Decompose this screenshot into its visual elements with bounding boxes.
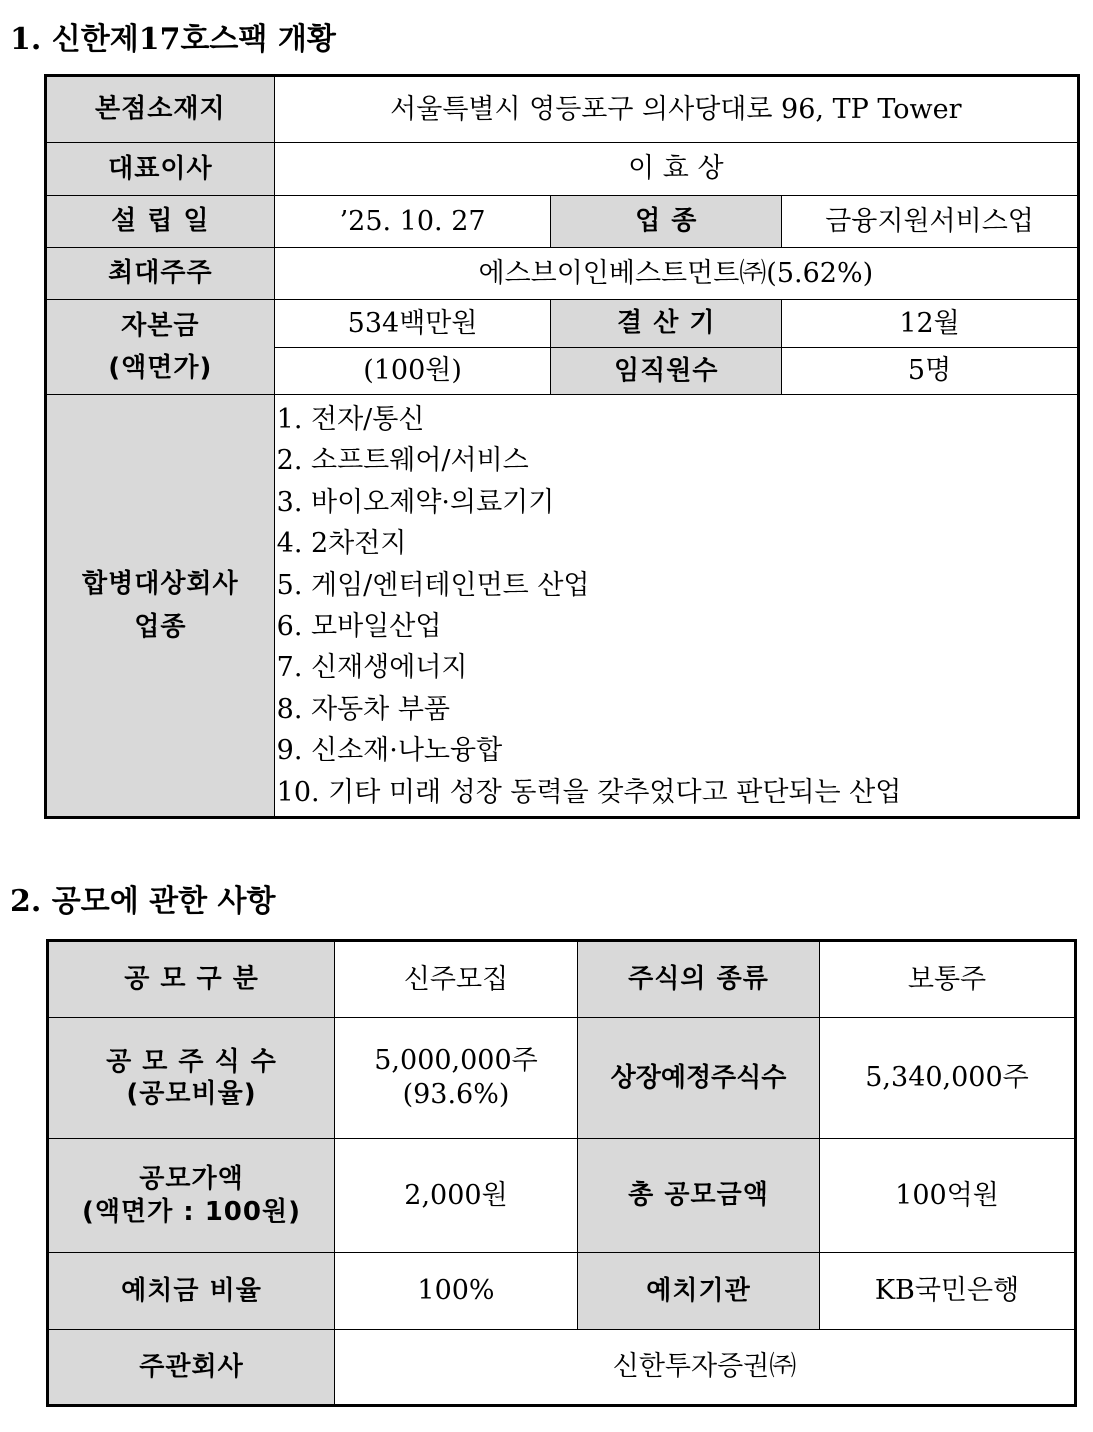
deposit-ratio-value: 100% bbox=[335, 1253, 578, 1330]
merger-industries-list bbox=[274, 395, 1078, 818]
listed-shares-value: 5,340,000주 bbox=[820, 1018, 1076, 1139]
offer-shares-label bbox=[48, 1018, 335, 1139]
capital-label-line1: 자본금 bbox=[121, 310, 200, 341]
deposit-bank-label: 예치기관 bbox=[578, 1253, 820, 1330]
founded-value: ’25. 10. 27 bbox=[274, 196, 551, 248]
hq-label: 본점소재지 bbox=[46, 76, 275, 143]
list-item: 8. 자동차 부품 bbox=[276, 693, 450, 725]
list-item: 10. 기타 미래 성장 동력을 갖추었다고 판단되는 산업 bbox=[276, 776, 902, 808]
employees-value: 5명 bbox=[782, 348, 1079, 395]
offer-type-value: 신주모집 bbox=[335, 941, 578, 1018]
offer-type-label: 공 모 구 분 bbox=[48, 941, 335, 1018]
merger-label-line2: 업종 bbox=[134, 611, 187, 642]
hq-value: 서울특별시 영등포구 의사당대로 96, TP Tower bbox=[274, 76, 1078, 143]
list-item: 6. 모바일산업 bbox=[276, 611, 442, 643]
major-holder-value: 에스브이인베스트먼트㈜(5.62%) bbox=[274, 248, 1078, 300]
capital-value: 534백만원 bbox=[274, 300, 551, 348]
section-1-title: 1. 신한제17호스팩 개황 bbox=[10, 22, 336, 57]
share-type-label: 주식의 종류 bbox=[578, 941, 820, 1018]
par-value: (100원) bbox=[274, 348, 551, 395]
list-item: 2. 소프트웨어/서비스 bbox=[276, 445, 529, 477]
deposit-ratio-label: 예치금 비율 bbox=[48, 1253, 335, 1330]
total-offer-value: 100억원 bbox=[820, 1139, 1076, 1253]
underwriter-value: 신한투자증권㈜ bbox=[335, 1330, 1076, 1406]
underwriter-label: 주관회사 bbox=[48, 1330, 335, 1406]
offer-shares-count: 5,000,000주 bbox=[374, 1045, 538, 1077]
list-item: 7. 신재생에너지 bbox=[276, 652, 468, 684]
major-holder-label: 최대주주 bbox=[46, 248, 275, 300]
deposit-bank-value: KB국민은행 bbox=[820, 1253, 1076, 1330]
offer-shares-ratio: (93.6%) bbox=[402, 1079, 510, 1110]
offer-price-value: 2,000원 bbox=[335, 1139, 578, 1253]
merger-label bbox=[46, 395, 275, 818]
list-item: 3. 바이오제약·의료기기 bbox=[276, 486, 555, 518]
founded-label: 설 립 일 bbox=[46, 196, 275, 248]
list-item: 5. 게임/엔터테인먼트 산업 bbox=[276, 569, 590, 601]
industry-label: 업 종 bbox=[551, 196, 782, 248]
offer-price-label-line2: (액면가 : 100원) bbox=[81, 1196, 301, 1227]
offer-price-label bbox=[48, 1139, 335, 1253]
ceo-value: 이 효 상 bbox=[274, 143, 1078, 196]
fiscal-label: 결 산 기 bbox=[551, 300, 782, 348]
ceo-label: 대표이사 bbox=[46, 143, 275, 196]
industry-value: 금융지원서비스업 bbox=[782, 196, 1079, 248]
spac-overview-table bbox=[44, 74, 1080, 819]
offering-table bbox=[46, 939, 1077, 1407]
section-2-title: 2. 공모에 관한 사항 bbox=[10, 884, 276, 919]
fiscal-value: 12월 bbox=[782, 300, 1079, 348]
share-type-value: 보통주 bbox=[820, 941, 1076, 1018]
employees-label: 임직원수 bbox=[551, 348, 782, 395]
offer-shares-label-line1: 공 모 주 식 수 bbox=[106, 1046, 277, 1077]
listed-shares-label: 상장예정주식수 bbox=[578, 1018, 820, 1139]
capital-label-line2: (액면가) bbox=[108, 353, 213, 383]
offer-shares-label-line2: (공모비율) bbox=[126, 1079, 257, 1109]
list-item: 4. 2차전지 bbox=[276, 528, 407, 560]
offer-shares-value bbox=[335, 1018, 578, 1139]
list-item: 1. 전자/통신 bbox=[276, 404, 425, 435]
offer-price-label-line1: 공모가액 bbox=[139, 1164, 244, 1194]
list-item: 9. 신소재·나노융합 bbox=[276, 735, 503, 767]
total-offer-label: 총 공모금액 bbox=[578, 1139, 820, 1253]
merger-label-line1: 합병대상회사 bbox=[81, 569, 239, 599]
capital-label bbox=[46, 300, 275, 395]
